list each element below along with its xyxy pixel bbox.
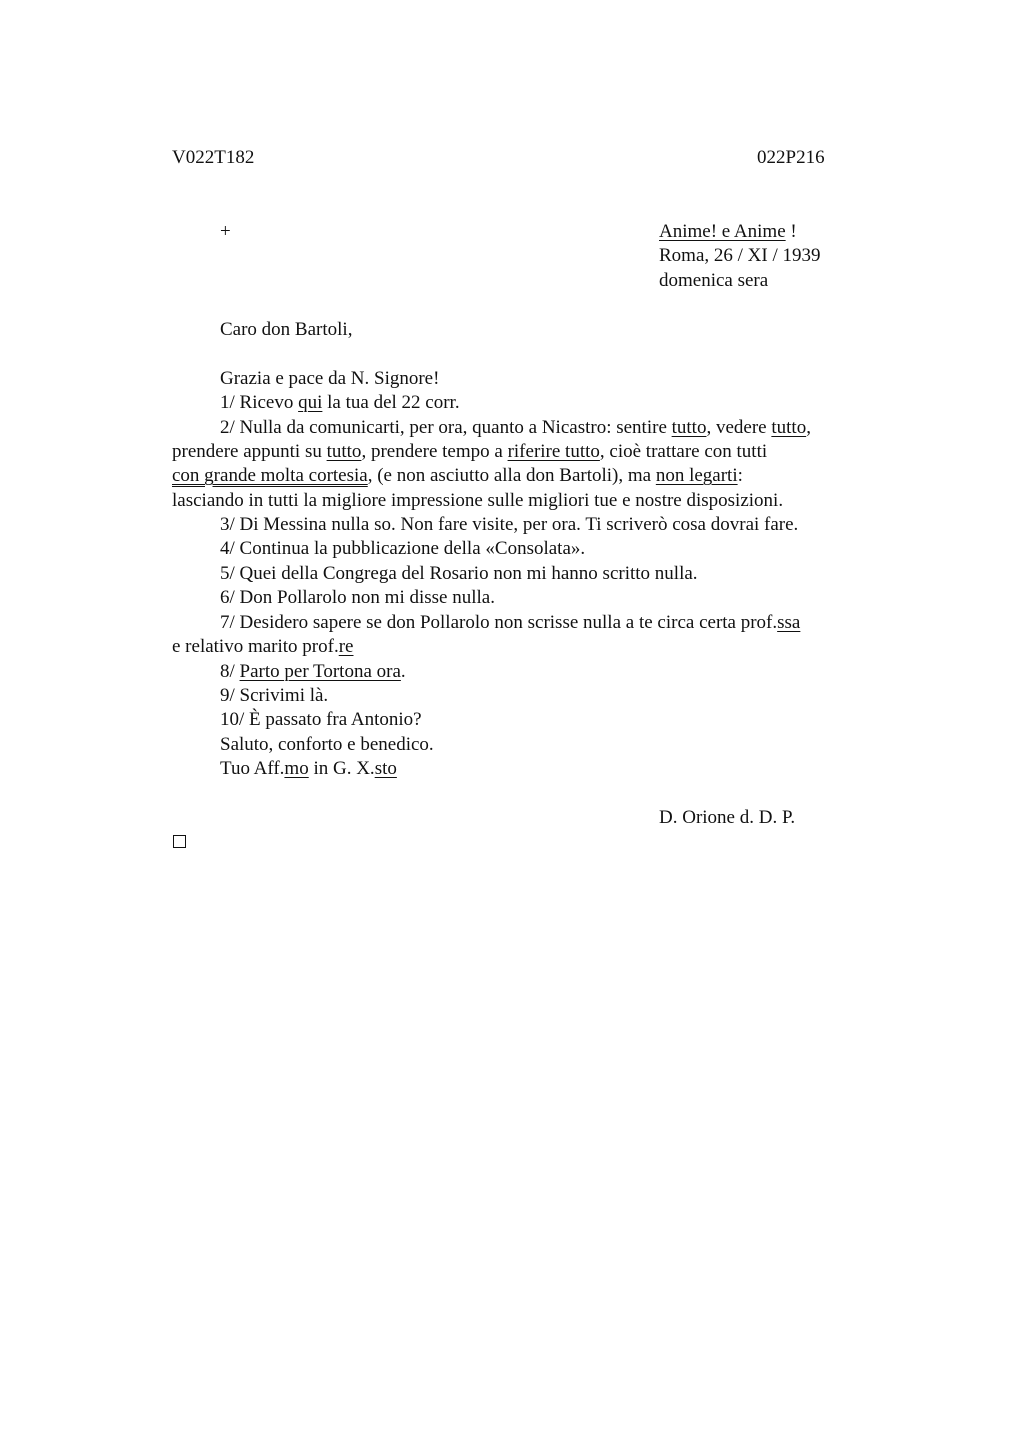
item-7-line-1-a: 7/ Desidero sapere se don Pollarolo non scrisse nulla a te circa certa prof. (220, 612, 778, 633)
heading-anime-underlined: Anime! e Anime (659, 221, 786, 242)
item-2-line-1-c: , vedere (706, 417, 772, 438)
closing-2-underlined-2: sto (374, 758, 397, 779)
item-2-line-3-underlined: non legarti (655, 465, 738, 486)
item-2-line-2 (172, 440, 767, 464)
item-2-line-3-double-underlined: con grande molta cortesia (172, 465, 368, 486)
item-7-line-2-underlined: re (338, 636, 354, 657)
item-2-line-4: lasciando in tutti la migliore impressione sulle migliori tue e nostre disposizioni. (172, 490, 784, 511)
item-2-line-2-a: prendere appunti su (172, 441, 327, 462)
item-7-line-2 (172, 635, 353, 659)
item-8-c: . (400, 661, 406, 682)
item-2-line-1-a: 2/ Nulla da comunicarti, per ora, quanto a Nicastro: sentire (220, 417, 672, 438)
closing-2-a: Tuo Aff. (220, 758, 285, 779)
item-4: 4/ Continua la pubblicazione della «Consolata». (220, 538, 586, 559)
item-7-line-1 (220, 611, 800, 635)
closing-2-c: in G. X. (308, 758, 375, 779)
item-8 (220, 660, 406, 684)
cross-mark: + (220, 221, 231, 242)
document-code-left: V022T182 (172, 147, 255, 168)
heading-day-time: domenica sera (659, 270, 769, 291)
item-7-line-2-a: e relativo marito prof. (172, 636, 339, 657)
item-2-line-1 (220, 416, 811, 440)
greeting: Grazia e pace da N. Signore! (220, 368, 440, 389)
end-square-icon (173, 835, 186, 848)
item-2-line-1-underlined-1: tutto (671, 417, 707, 438)
item-2-line-2-e: , cioè trattare con tutti (599, 441, 768, 462)
heading-anime (659, 220, 797, 244)
item-2-line-3 (172, 464, 743, 488)
item-3: 3/ Di Messina nulla so. Non fare visite, per ora. Ti scriverò cosa dovrai fare. (220, 514, 799, 535)
item-8-underlined: Parto per Tortona ora (239, 661, 401, 682)
closing-line-2 (220, 757, 397, 781)
item-2-line-1-e: , (806, 417, 811, 438)
signature: D. Orione d. D. P. (659, 807, 796, 828)
heading-anime-exclamation: ! (785, 221, 797, 242)
salutation: Caro don Bartoli, (220, 319, 353, 340)
closing-line-1: Saluto, conforto e benedico. (220, 734, 434, 755)
item-2-line-2-underlined-2: riferire tutto (507, 441, 600, 462)
item-2-line-2-underlined-1: tutto (326, 441, 362, 462)
item-6: 6/ Don Pollarolo non mi disse nulla. (220, 587, 495, 608)
closing-2-underlined-1: mo (284, 758, 309, 779)
item-2-line-1-underlined-2: tutto (771, 417, 807, 438)
item-9: 9/ Scrivimi là. (220, 685, 329, 706)
item-1-underlined: qui (298, 392, 323, 413)
item-10: 10/ È passato fra Antonio? (220, 709, 422, 730)
document-code-right: 022P216 (757, 147, 825, 168)
item-2-line-3-d: : (737, 465, 743, 486)
item-5: 5/ Quei della Congrega del Rosario non mi hanno scritto nulla. (220, 563, 698, 584)
item-1 (220, 391, 460, 415)
item-1-text-c: la tua del 22 corr. (322, 392, 460, 413)
item-2-line-3-b: , (e non asciutto alla don Bartoli), ma (367, 465, 656, 486)
item-1-text-a: 1/ Ricevo (220, 392, 299, 413)
heading-place-date: Roma, 26 / XI / 1939 (659, 245, 821, 266)
item-2-line-2-c: , prendere tempo a (361, 441, 508, 462)
item-7-line-1-underlined: ssa (777, 612, 801, 633)
item-8-a: 8/ (220, 661, 240, 682)
